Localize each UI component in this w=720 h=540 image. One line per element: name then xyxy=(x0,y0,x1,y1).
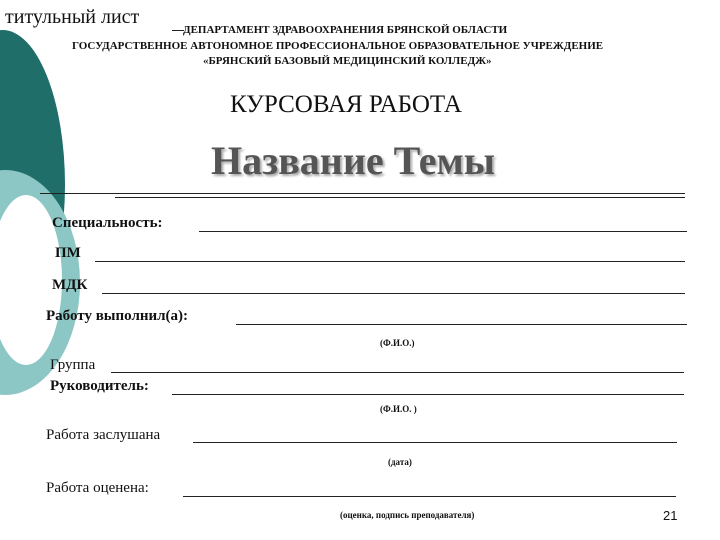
graded-line xyxy=(183,496,676,497)
heard-line xyxy=(193,442,677,443)
performed-by-line xyxy=(236,324,687,325)
topic-line xyxy=(40,193,685,194)
mdk-label: МДК xyxy=(52,277,88,293)
heard-hint: (дата) xyxy=(388,457,412,467)
specialty-line xyxy=(199,231,687,232)
group-line xyxy=(111,372,684,373)
performed-by-hint: (Ф.И.О.) xyxy=(380,338,415,348)
supervisor-label: Руководитель: xyxy=(50,378,149,394)
group-label: Группа xyxy=(50,357,96,373)
pm-label: ПМ xyxy=(55,245,81,261)
organization-name: ГОСУДАРСТВЕННОЕ АВТОНОМНОЕ ПРОФЕССИОНАЛЬНОЕ ОБРАЗОВАТЕЛЬНОЕ УЧРЕЖДЕНИЕ xyxy=(72,40,604,52)
heard-label: Работа заслушана xyxy=(46,427,161,443)
supervisor-line xyxy=(172,394,684,395)
topic-line-2 xyxy=(115,197,685,198)
graded-label: Работа оценена: xyxy=(46,480,149,496)
performed-by-label: Работу выполнил(а): xyxy=(46,308,189,324)
specialty-label: Специальность: xyxy=(52,215,163,231)
page-number: 21 xyxy=(663,508,678,523)
supervisor-hint: (Ф.И.О. ) xyxy=(380,404,417,414)
slide-title: титульный лист xyxy=(5,6,140,28)
pm-line xyxy=(95,261,685,262)
department-name: ДЕПАРТАМЕНТ ЗДРАВООХРАНЕНИЯ БРЯНСКОЙ ОБЛАСТИ xyxy=(183,24,508,36)
mdk-line xyxy=(102,293,685,294)
college-name: «БРЯНСКИЙ БАЗОВЫЙ МЕДИЦИНСКИЙ КОЛЛЕДЖ» xyxy=(203,55,492,67)
document-topic: Название Темы xyxy=(211,138,496,183)
graded-hint: (оценка, подпись преподавателя) xyxy=(340,510,475,520)
document-kind: КУРСОВАЯ РАБОТА xyxy=(230,91,462,118)
